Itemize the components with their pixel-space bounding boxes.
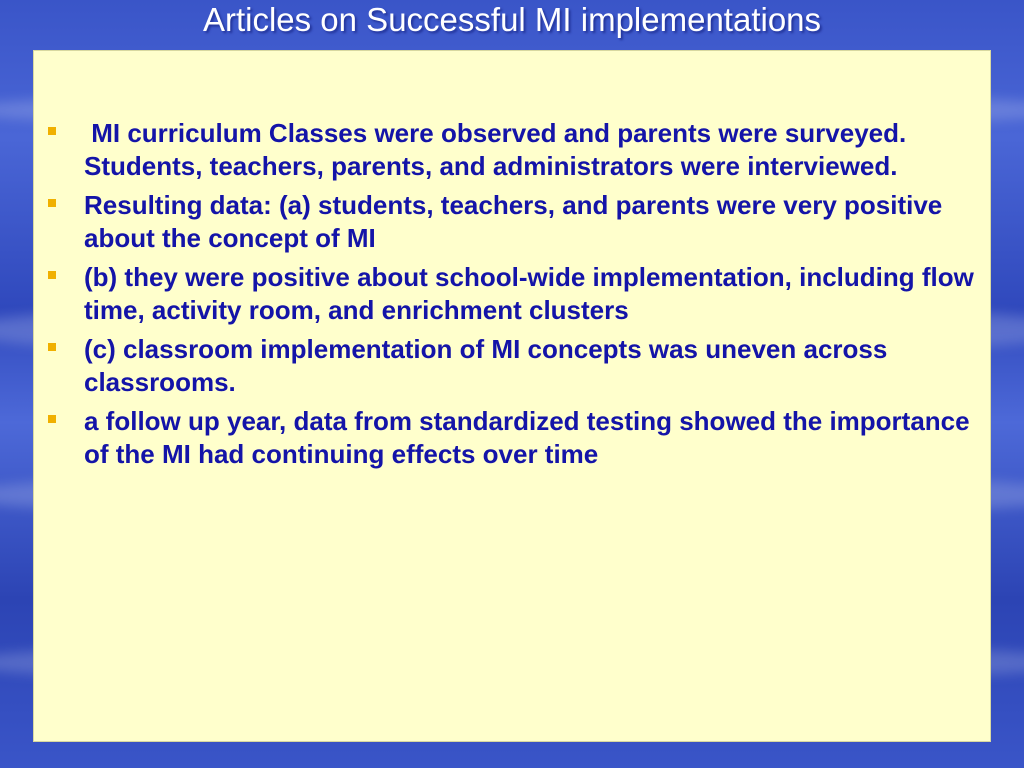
bullet-item: [46, 117, 986, 182]
content-panel: [33, 50, 991, 742]
bullet-text: (b) they were positive about school-wide implementation, including flow time, activity room, and enrichment clusters: [84, 262, 974, 325]
bullet-list: [46, 117, 986, 477]
bullet-text: Resulting data: (a) students, teachers, and parents were very positive about the concept of MI: [84, 190, 943, 253]
square-bullet-icon: [48, 271, 56, 279]
square-bullet-icon: [48, 127, 56, 135]
bullet-item: [46, 189, 986, 254]
bullet-text: (c) classroom implementation of MI concepts was uneven across classrooms.: [84, 334, 888, 397]
bullet-item: [46, 333, 986, 398]
slide-title: Articles on Successful MI implementations: [202, 1, 822, 38]
square-bullet-icon: [48, 415, 56, 423]
bullet-item: [46, 261, 986, 326]
square-bullet-icon: [48, 343, 56, 351]
bullet-text: a follow up year, data from standardized testing showed the importance of the MI had continuing effects over time: [84, 406, 970, 469]
square-bullet-icon: [48, 199, 56, 207]
bullet-item: [46, 405, 986, 470]
bullet-text: MI curriculum Classes were observed and parents were surveyed. Students, teachers, parents, and administrators were interviewed.: [84, 118, 914, 181]
